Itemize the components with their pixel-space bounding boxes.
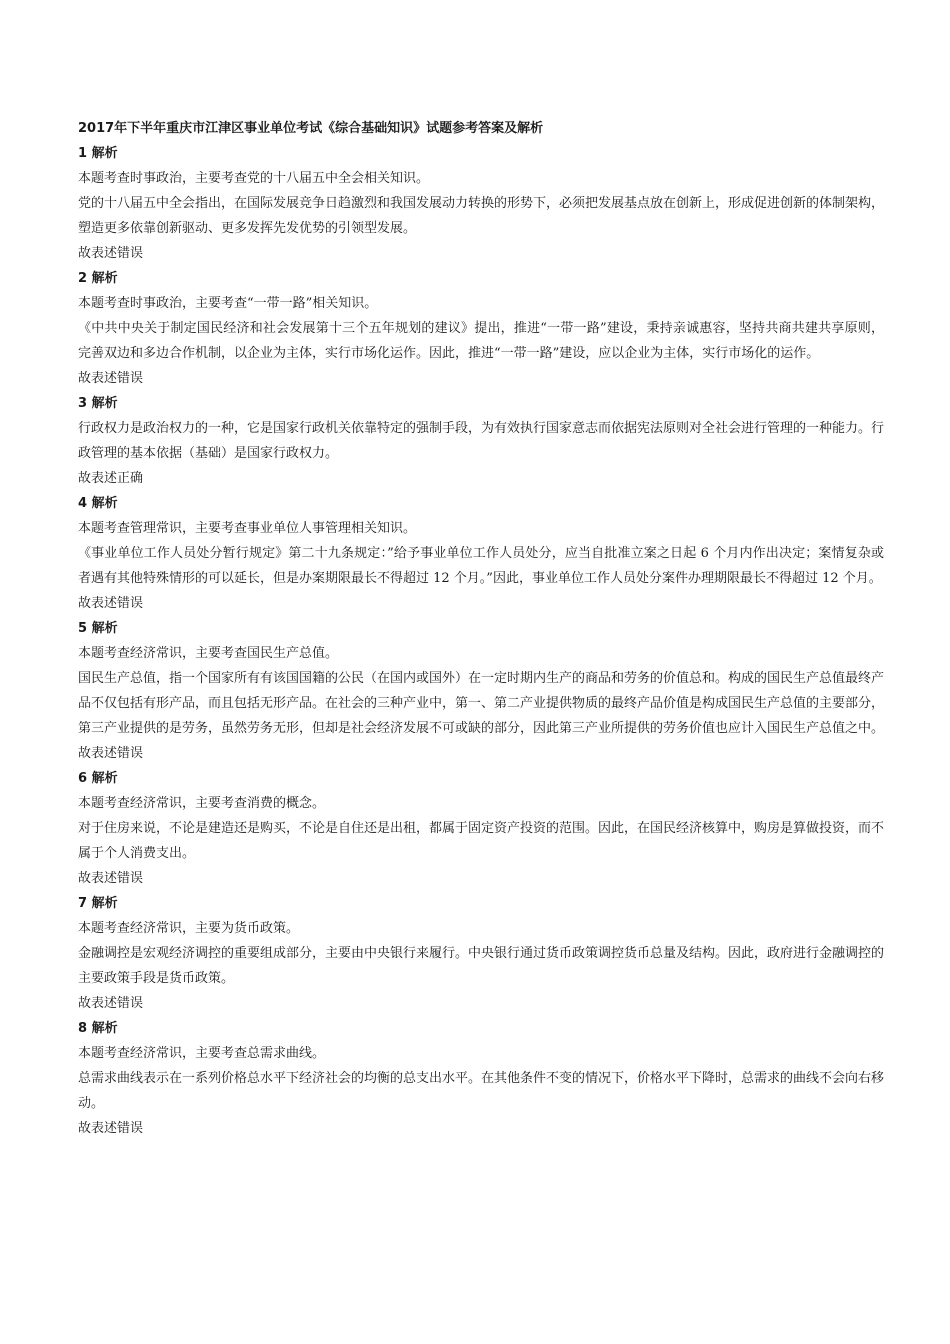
question-3-paragraph-1: 行政权力是政治权力的一种，它是国家行政机关依靠特定的强制手段，为有效执行国家意志而依据宪法原则对全社会进行管理的一种能力。行政管理的基本依据（基础）是国家行政权力。 — [78, 421, 885, 461]
question-5-paragraph-1: 本题考查经济常识，主要考查国民生产总值。 — [78, 646, 339, 661]
question-8-heading: 8 解析 — [78, 1021, 118, 1036]
document-page — [78, 116, 884, 1141]
question-6-verdict: 故表述错误 — [78, 871, 144, 886]
question-6 — [78, 766, 884, 891]
question-6-paragraph-1: 本题考查经济常识，主要考查消费的概念。 — [78, 796, 326, 811]
question-5-paragraph-2: 国民生产总值，指一个国家所有有该国国籍的公民（在国内或国外）在一定时期内生产的商品和劳务的价值总和。构成的国民生产总值最终产品不仅包括有形产品，而且包括无形产品。在社会的三种产业中，第一、第二产业提供物质的最终产品价值是构成国民生产总值的主要部分，第三产业提供的是劳务，虽然劳务无形，但却是社会经济发展不可或缺的部分，因此第三产业所提供的劳务价值也应计入国民生产总值之中。 — [78, 671, 885, 736]
question-5 — [78, 616, 884, 766]
question-8-paragraph-1: 本题考查经济常识，主要考查总需求曲线。 — [78, 1046, 326, 1061]
question-8 — [78, 1016, 884, 1141]
question-4-paragraph-1: 本题考查管理常识，主要考查事业单位人事管理相关知识。 — [78, 521, 417, 536]
question-3-heading: 3 解析 — [78, 396, 118, 411]
question-2-verdict: 故表述错误 — [78, 371, 144, 386]
question-7 — [78, 891, 884, 1016]
question-2-paragraph-1: 本题考查时事政治，主要考查“一带一路”相关知识。 — [78, 296, 378, 311]
question-6-paragraph-2: 对于住房来说，不论是建造还是购买，不论是自住还是出租，都属于固定资产投资的范围。因此，在国民经济核算中，购房是算做投资，而不属于个人消费支出。 — [78, 821, 885, 861]
question-8-paragraph-2: 总需求曲线表示在一系列价格总水平下经济社会的均衡的总支出水平。在其他条件不变的情况下，价格水平下降时，总需求的曲线不会向右移动。 — [78, 1071, 885, 1111]
question-7-verdict: 故表述错误 — [78, 996, 144, 1011]
question-1 — [78, 141, 884, 266]
question-2-heading: 2 解析 — [78, 271, 118, 286]
question-6-heading: 6 解析 — [78, 771, 118, 786]
question-4-paragraph-2: 《事业单位工作人员处分暂行规定》第二十九条规定：”给予事业单位工作人员处分，应当自批准立案之日起 6 个月内作出决定；案情复杂或者遇有其他特殊情形的可以延长，但是办案期限最长不得超过 12 个月。”因此，事业单位工作人员处分案件办理期限最长不得超过 12 个月。 — [78, 546, 884, 586]
question-7-heading: 7 解析 — [78, 896, 118, 911]
question-3 — [78, 391, 884, 491]
question-1-verdict: 故表述错误 — [78, 246, 144, 261]
question-1-heading: 1 解析 — [78, 146, 118, 161]
question-5-verdict: 故表述错误 — [78, 746, 144, 761]
question-2 — [78, 266, 884, 391]
question-1-paragraph-2: 党的十八届五中全会指出，在国际发展竞争日趋激烈和我国发展动力转换的形势下，必须把发展基点放在创新上，形成促进创新的体制架构，塑造更多依靠创新驱动、更多发挥先发优势的引领型发展。 — [78, 196, 885, 236]
question-4 — [78, 491, 884, 616]
question-1-paragraph-1: 本题考查时事政治，主要考查党的十八届五中全会相关知识。 — [78, 171, 430, 186]
question-7-paragraph-2: 金融调控是宏观经济调控的重要组成部分，主要由中央银行来履行。中央银行通过货币政策调控货币总量及结构。因此，政府进行金融调控的主要政策手段是货币政策。 — [78, 946, 885, 986]
document-title: 2017年下半年重庆市江津区事业单位考试《综合基础知识》试题参考答案及解析 — [78, 121, 544, 136]
question-7-paragraph-1: 本题考查经济常识，主要为货币政策。 — [78, 921, 300, 936]
question-8-verdict: 故表述错误 — [78, 1121, 144, 1136]
question-3-verdict: 故表述正确 — [78, 471, 144, 486]
question-2-paragraph-2: 《中共中央关于制定国民经济和社会发展第十三个五年规划的建议》提出，推进“一带一路”建设，秉持亲诚惠容，坚持共商共建共享原则，完善双边和多边合作机制，以企业为主体，实行市场化运作。因此，推进“一带一路”建设，应以企业为主体，实行市场化的运作。 — [78, 321, 884, 361]
question-5-heading: 5 解析 — [78, 621, 118, 636]
question-4-verdict: 故表述错误 — [78, 596, 144, 611]
question-4-heading: 4 解析 — [78, 496, 118, 511]
